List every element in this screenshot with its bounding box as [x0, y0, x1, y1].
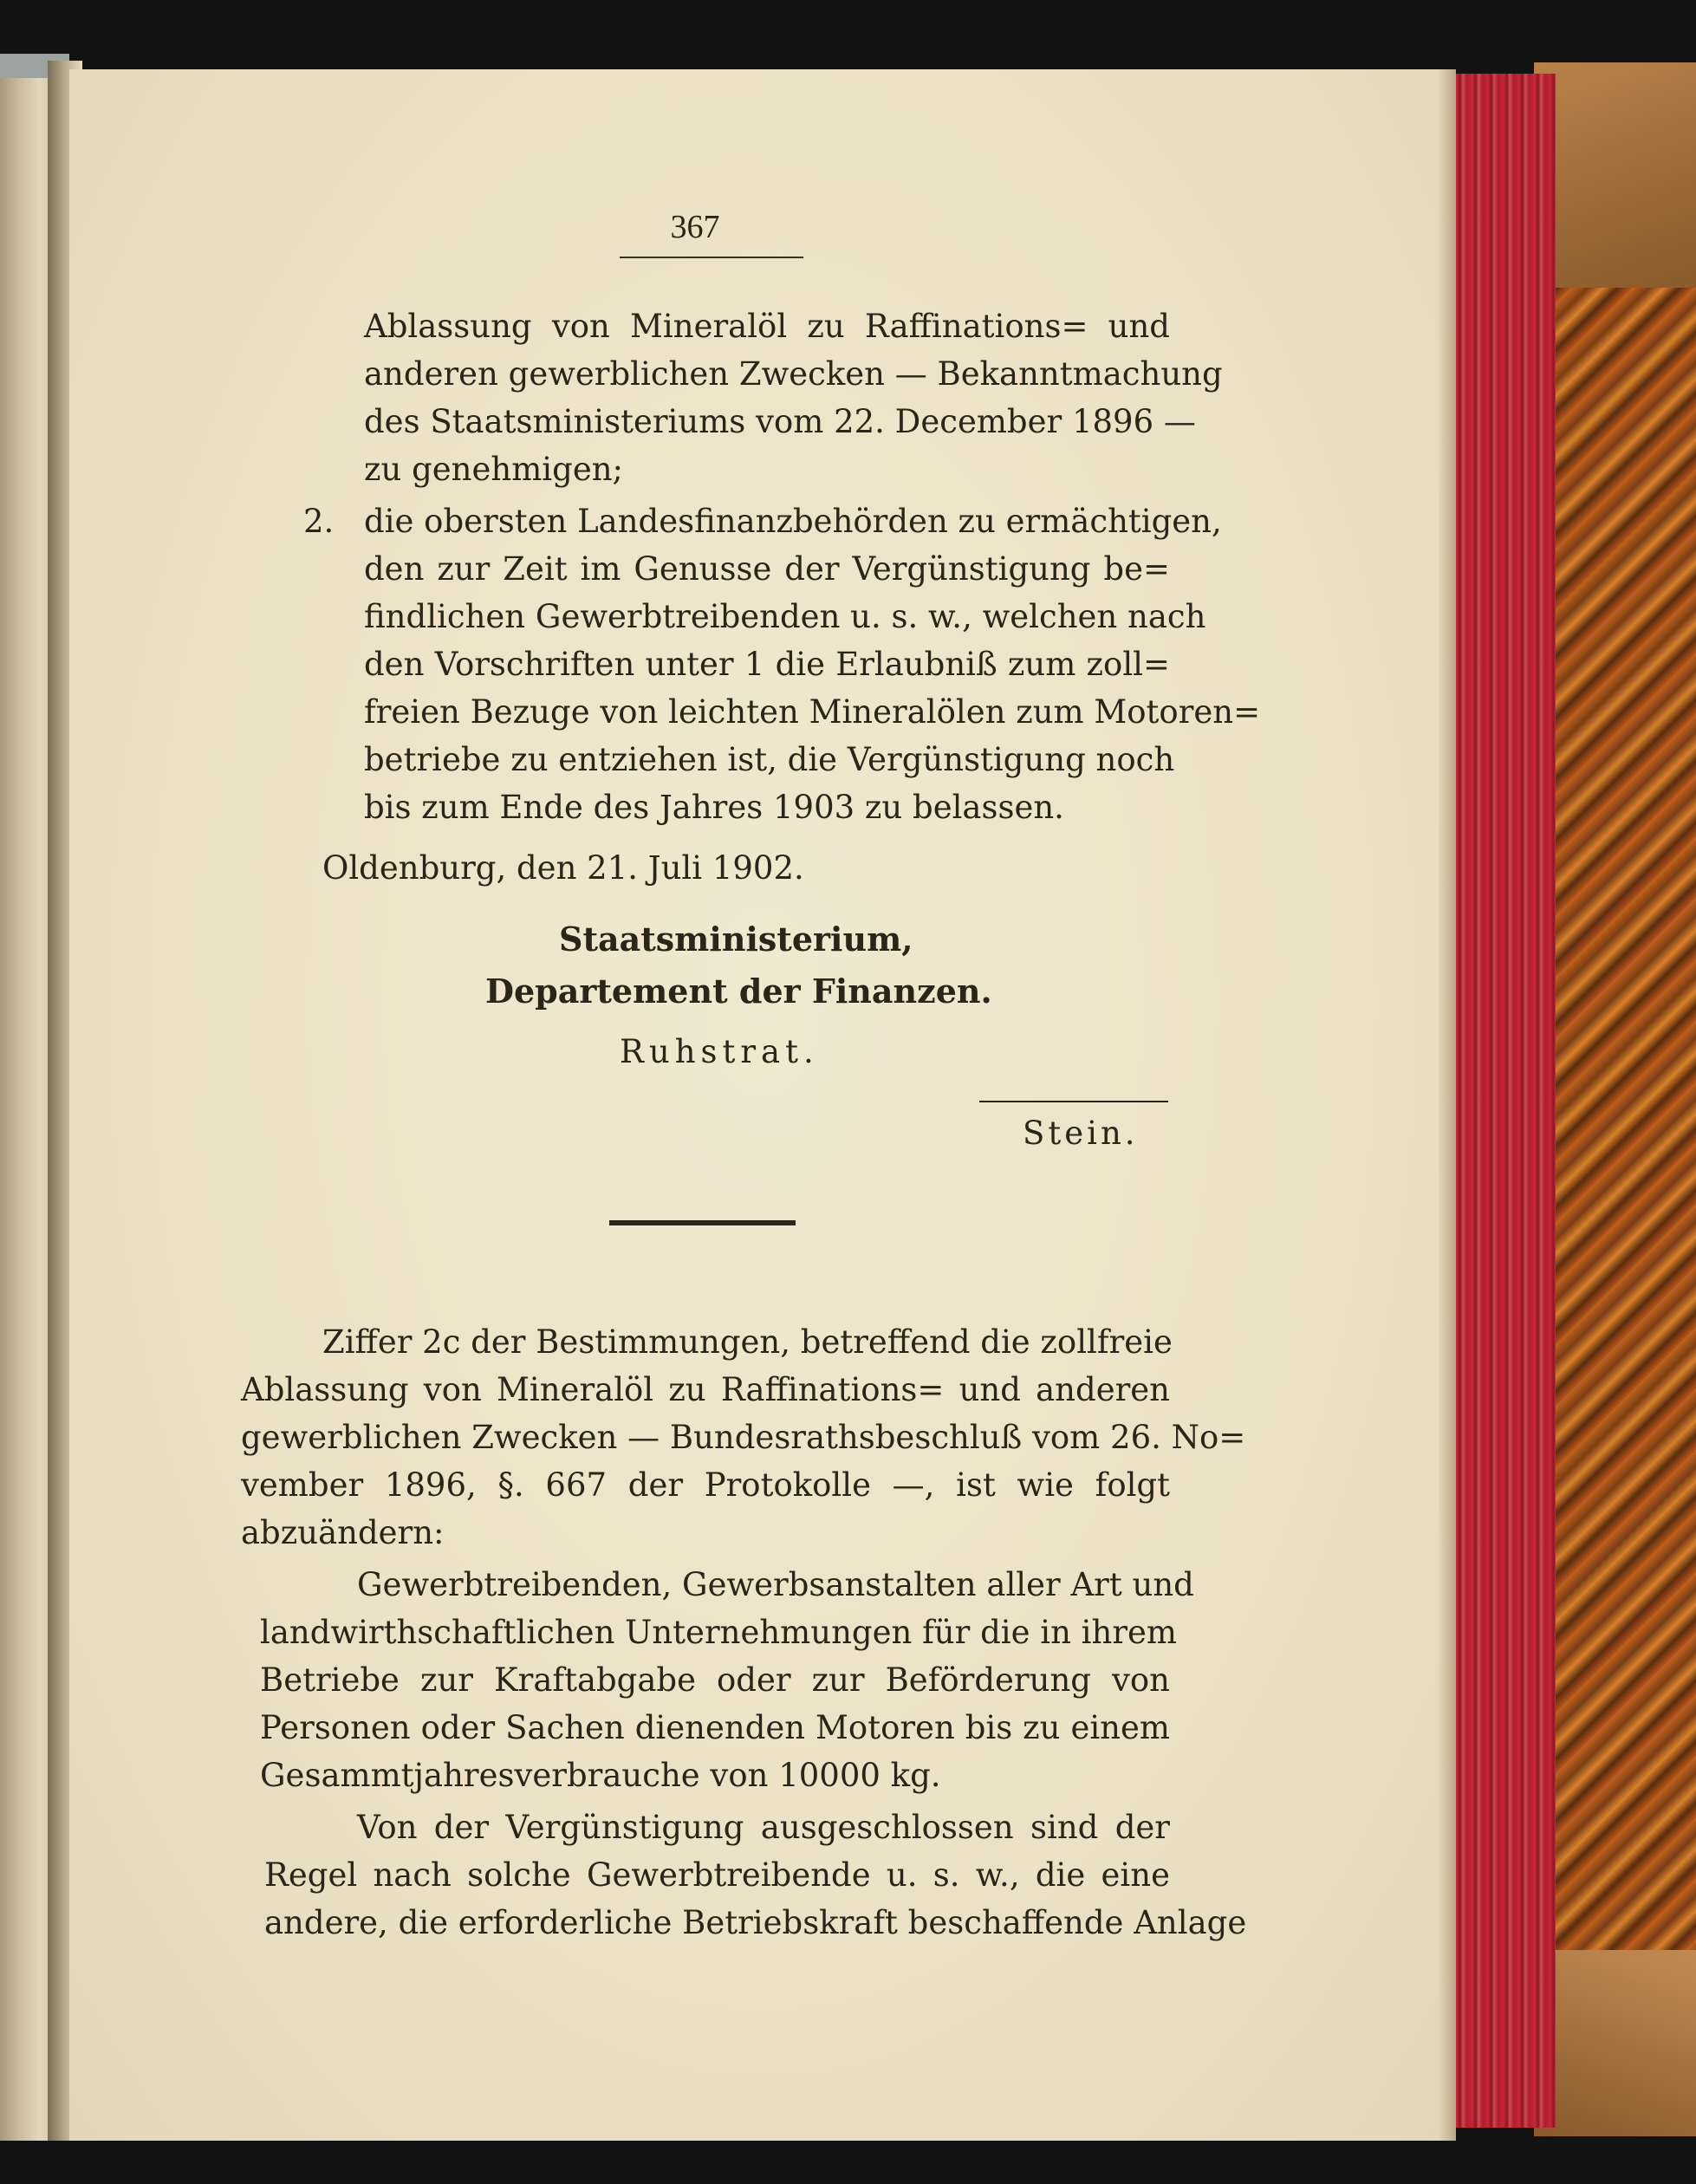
cover-corner-top: [1534, 62, 1696, 288]
item2-line: freien Bezuge von leichten Mineralölen zum Motoren=: [364, 693, 1261, 731]
place-date: Oldenburg, den 21. Juli 1902.: [322, 849, 804, 887]
item2-line: den Vorschriften unter 1 die Erlaubniß zum zoll=: [364, 646, 1170, 683]
section2-intro-line: gewerblichen Zwecken — Bundesrathsbeschluß vom 26. No=: [241, 1419, 1246, 1456]
section-divider: [609, 1220, 796, 1225]
section2-para2-line: andere, die erforderliche Betriebskraft beschaffende Anlage: [264, 1904, 1247, 1941]
section2-para2-line: Regel nach solche Gewerbtreibende u. s. w., die eine: [264, 1856, 1170, 1894]
section2-para1-line: landwirthschaftlichen Unternehmungen für die in ihrem: [260, 1614, 1178, 1651]
page-number-rule: [620, 257, 803, 258]
section2-intro-line: vember 1896, §. 667 der Protokolle —, ist wie folgt: [241, 1466, 1170, 1504]
section2-para2-line: Von der Vergünstigung ausgeschlossen sind der: [357, 1809, 1170, 1846]
item2-line: betriebe zu entziehen ist, die Vergünstigung noch: [364, 741, 1175, 778]
item2-line: bis zum Ende des Jahres 1903 zu belassen.: [364, 789, 1064, 826]
signature-name-2: Stein.: [1023, 1115, 1139, 1152]
signature-department: Departement der Finanzen.: [485, 972, 992, 1011]
section1-line: zu genehmigen;: [364, 451, 624, 488]
section2-para1-line: Gesammtjahresverbrauche von 10000 kg.: [260, 1757, 941, 1794]
page-number: 367: [670, 209, 720, 245]
section1-line: anderen gewerblichen Zwecken — Bekanntmachung: [364, 355, 1223, 393]
section2-para1-line: Betriebe zur Kraftabgabe oder zur Beförderung von: [260, 1661, 1170, 1699]
section1-line: Ablassung von Mineralöl zu Raffinations= und: [364, 308, 1170, 345]
section2-para1-line: Gewerbtreibenden, Gewerbsanstalten aller Art und: [357, 1566, 1194, 1603]
item2-line: den zur Zeit im Genusse der Vergünstigung be=: [364, 550, 1170, 588]
signature-ministry: Staatsministerium,: [559, 920, 913, 959]
red-page-edges: [1452, 74, 1556, 2128]
section1-line: des Staatsministeriums vom 22. December 1896 —: [364, 403, 1196, 440]
section2-intro-line: abzuändern:: [241, 1514, 445, 1551]
marbled-cover: [1551, 62, 1696, 2134]
section2-intro-line: Ziffer 2c der Bestimmungen, betreffend die zollfreie: [322, 1323, 1173, 1361]
cover-corner-bottom: [1534, 1950, 1696, 2136]
item2-number: 2.: [303, 503, 335, 540]
item2-line: die obersten Landesfinanzbehörden zu ermächtigen,: [364, 503, 1222, 540]
signature-rule: [979, 1101, 1168, 1102]
section2-para1-line: Personen oder Sachen dienenden Motoren bis zu einem: [260, 1709, 1170, 1746]
section2-intro-line: Ablassung von Mineralöl zu Raffinations= und anderen: [241, 1371, 1170, 1408]
item2-line: findlichen Gewerbtreibenden u. s. w., welchen nach: [364, 598, 1206, 635]
signature-name-1: Ruhstrat.: [620, 1033, 819, 1070]
page-edge-shadow: [1439, 69, 1456, 2141]
